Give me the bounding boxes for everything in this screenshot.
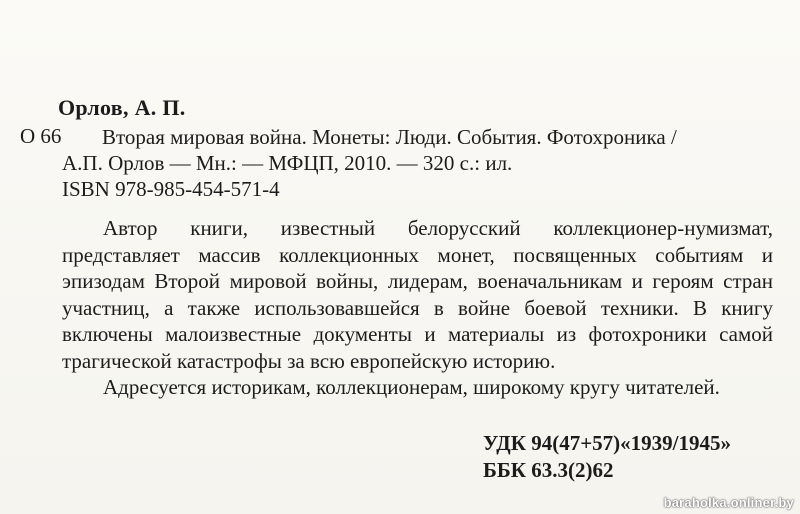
catalog-code: О 66 — [20, 124, 62, 148]
abstract-paragraph-audience: Адресуется историкам, коллекционерам, широкому кругу читателей. — [103, 375, 720, 399]
bbk-code: ББК 63.3(2)62 — [483, 458, 614, 482]
classification-codes — [483, 430, 731, 484]
bibliographic-publication-line: А.П. Орлов — Мн.: — МФЦП, 2010. — 320 с.: ил. — [62, 151, 513, 175]
udk-code: УДК 94(47+57)«1939/1945» — [483, 431, 732, 455]
book-abstract — [62, 215, 773, 401]
author-heading: Орлов, А. П. — [58, 95, 186, 120]
abstract-paragraph-description: Автор книги, известный белорусский коллекционер-нумизмат, представляет массив коллекционных монет, посвященных событиям и эпизодам Второй мировой войны, лидерам, военачальникам и героям стран участниц, а также использовавшейся в войне боевой техники. В книгу включены малоизвестные документы и материалы из фотохроники самой трагической катастрофы за всю европейскую историю. — [62, 216, 773, 373]
bibliographic-record — [62, 124, 677, 202]
bibliographic-isbn-line: ISBN 978-985-454-571-4 — [62, 177, 280, 201]
bibliographic-title-line: Вторая мировая война. Монеты: Люди. События. Фотохроника / — [102, 125, 677, 149]
watermark-text: baraholka.onliner.by — [663, 495, 794, 510]
